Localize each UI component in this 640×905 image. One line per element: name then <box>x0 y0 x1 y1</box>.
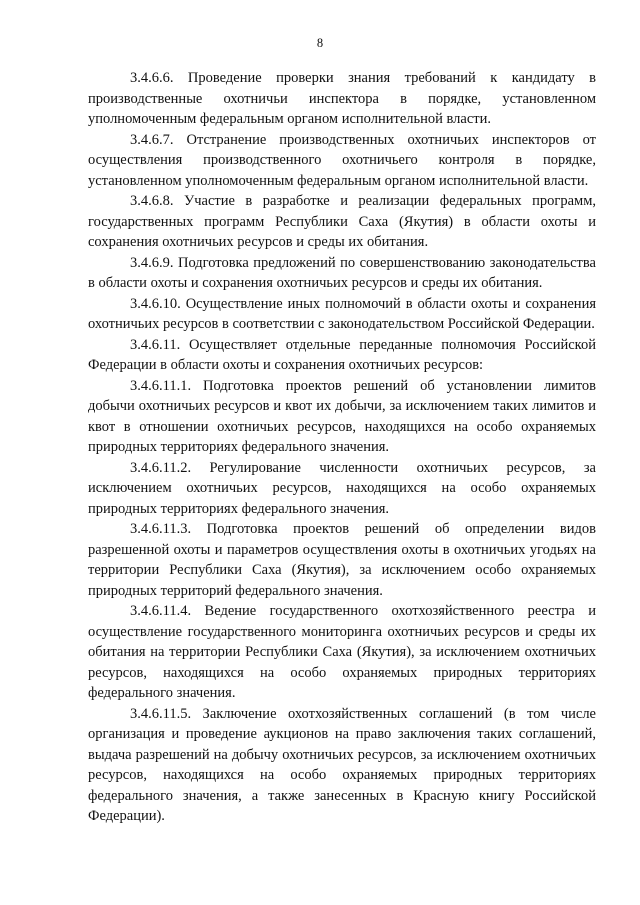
paragraph-3-4-6-9: 3.4.6.9. Подготовка предложений по совершенствованию законодательства в области охоты и сохранения охотничьих ресурсов и среды их обитания. <box>88 254 596 291</box>
paragraph-3-4-6-8: 3.4.6.8. Участие в разработке и реализации федеральных программ, государственных программ Республики Саха (Якутия) в области охоты и сохранения охотничьих ресурсов и среды их обитания. <box>88 193 596 250</box>
paragraph-3-4-6-6: 3.4.6.6. Проведение проверки знания требований к кандидату в производственные охотничьи инспектора в порядке, установленном уполномоченным федеральным органом исполнительной власти. <box>88 70 596 127</box>
paragraph-3-4-6-11-1: 3.4.6.11.1. Подготовка проектов решений об установлении лимитов добычи охотничьих ресурсов и квот их добычи, за исключением таких лимитов и квот в отношении охотничьих ресурсов, находящихся на особо охраняемых природных территориях федерального значения. <box>88 377 596 455</box>
paragraph-3-4-6-10: 3.4.6.10. Осуществление иных полномочий в области охоты и сохранения охотничьих ресурсов в соответствии с законодательством Российской Федерации. <box>88 295 596 332</box>
document-body <box>88 68 596 827</box>
paragraph-3-4-6-11: 3.4.6.11. Осуществляет отдельные переданные полномочия Российской Федерации в области охоты и сохранения охотничьих ресурсов: <box>88 336 596 373</box>
page-number: 8 <box>316 36 324 50</box>
paragraph-3-4-6-11-2: 3.4.6.11.2. Регулирование численности охотничьих ресурсов, за исключением охотничьих ресурсов, находящихся на особо охраняемых природных территориях федерального значения. <box>88 459 596 517</box>
paragraph-3-4-6-7: 3.4.6.7. Отстранение производственных охотничьих инспекторов от осуществления производственного охотничьего контроля в порядке, установленном уполномоченным федеральным органом исполнительной власти. <box>88 131 596 189</box>
paragraph-3-4-6-11-5: 3.4.6.11.5. Заключение охотхозяйственных соглашений (в том числе организация и проведение аукционов на право заключения таких соглашений, выдача разрешений на добычу охотничьих ресурсов, за исключением охотничьих ресурсов, находящихся на особо охраняемых природных территориях федерального значения, а также занесенных в Красную книгу Российской Федерации). <box>88 705 596 824</box>
paragraph-3-4-6-11-4: 3.4.6.11.4. Ведение государственного охотхозяйственного реестра и осуществление государственного мониторинга охотничьих ресурсов и среды их обитания на территории Республики Саха (Якутия), за исключением охотничьих ресурсов, находящихся на особо охраняемых природных территориях федерального значения. <box>88 603 596 701</box>
paragraph-3-4-6-11-3: 3.4.6.11.3. Подготовка проектов решений об определении видов разрешенной охоты и параметров осуществления охоты в охотничьих угодьях на территории Республики Саха (Якутия), за исключением особо охраняемых природных территорий федерального значения. <box>88 521 596 599</box>
